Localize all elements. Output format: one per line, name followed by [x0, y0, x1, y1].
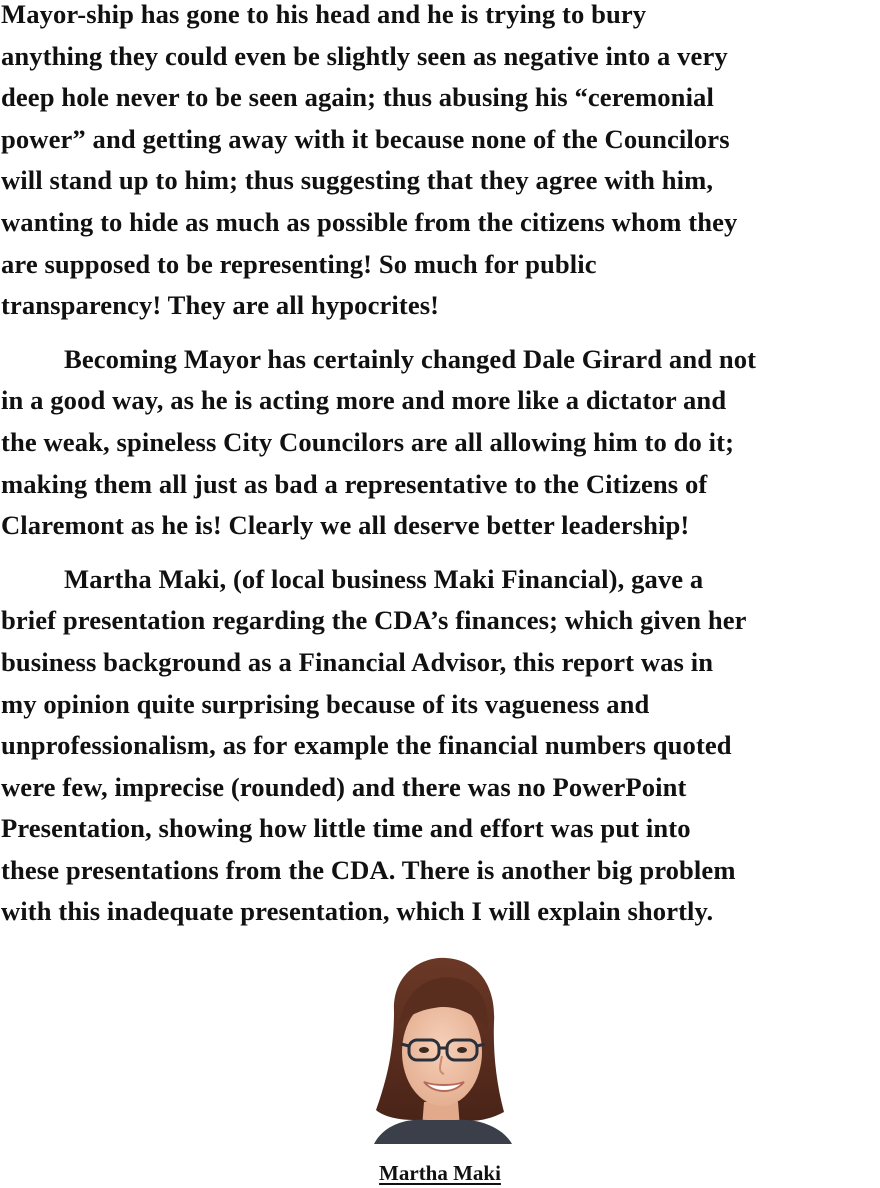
paragraph-3-line: were few, imprecise (rounded) and there was no PowerPoint [1, 771, 687, 802]
photo-caption [0, 1160, 880, 1186]
paragraph-1-line: Mayor-ship has gone to his head and he is trying to bury [1, 0, 647, 29]
paragraph-2-line: Becoming Mayor has certainly changed Dale Girard and not [64, 343, 757, 374]
paragraph-1-line: will stand up to him; thus suggesting that they agree with him, [1, 165, 714, 196]
paragraph-3-line: Martha Maki, (of local business Maki Financial), gave a [64, 563, 704, 594]
paragraph-3-line: my opinion quite surprising because of its vagueness and [1, 688, 650, 719]
paragraph-gap [1, 327, 879, 339]
portrait-photo [354, 952, 526, 1144]
paragraph-3-line: Presentation, showing how little time and effort was put into [1, 813, 691, 844]
paragraph-2-line: the weak, spineless City Councilors are all allowing him to do it; [1, 426, 735, 457]
top-clothing [374, 1120, 512, 1144]
paragraph-1-line: anything they could even be slightly seen as negative into a very [1, 40, 728, 71]
photo-caption-text: Martha Maki [379, 1161, 501, 1185]
paragraph-3-line: business background as a Financial Advisor, this report was in [1, 646, 714, 677]
portrait-illustration [354, 952, 526, 1144]
paragraph-1-line: wanting to hide as much as possible from the citizens whom they [1, 206, 738, 237]
paragraph-3-line: unprofessionalism, as for example the financial numbers quoted [1, 730, 732, 761]
paragraph-2-line: in a good way, as he is acting more and more like a dictator and [1, 385, 727, 416]
paragraph-gap [1, 547, 879, 559]
paragraph-1-line: are supposed to be representing! So much for public [1, 248, 597, 279]
paragraph-3-line: brief presentation regarding the CDA’s finances; which given her [1, 605, 747, 636]
article-body [1, 0, 879, 933]
paragraph-1-line: deep hole never to be seen again; thus abusing his “ceremonial [1, 82, 714, 113]
paragraph-3-line: these presentations from the CDA. There is another big problem [1, 854, 736, 885]
paragraph-1-line: transparency! They are all hypocrites! [1, 290, 440, 321]
paragraph-1-line: power” and getting away with it because none of the Councilors [1, 123, 730, 154]
paragraph-2-line: making them all just as bad a representative to the Citizens of [1, 468, 708, 499]
paragraph-2-line: Claremont as he is! Clearly we all deserve better leadership! [1, 510, 690, 541]
paragraph-3-line: with this inadequate presentation, which I will explain shortly. [1, 896, 714, 927]
